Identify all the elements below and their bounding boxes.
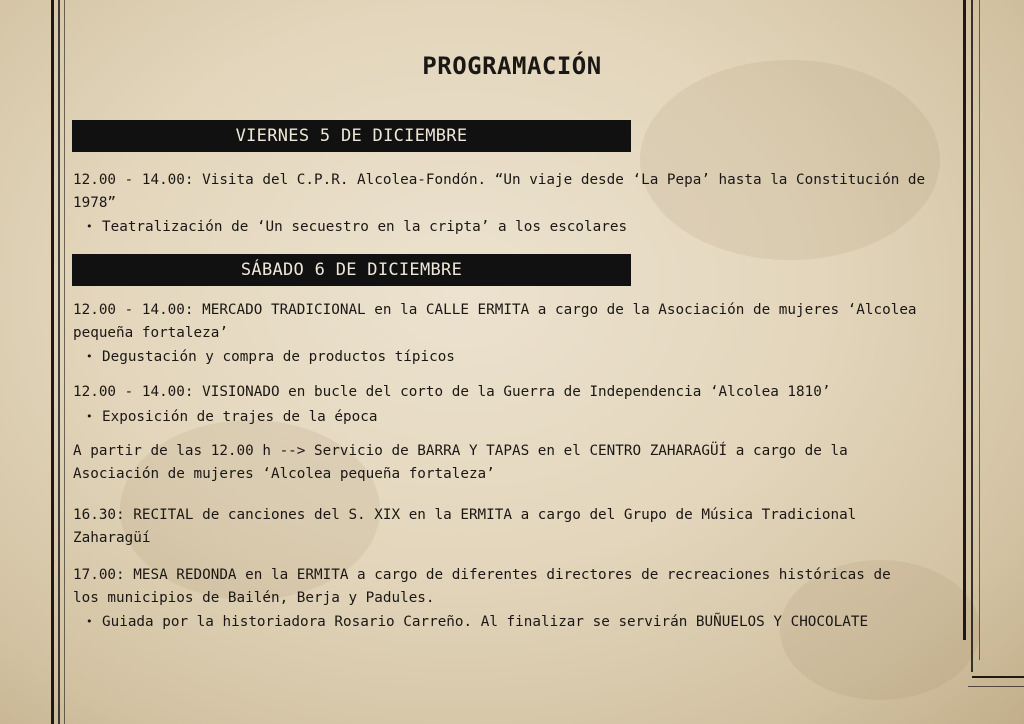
entry-visit-cpr: 12.00 - 14.00: Visita del C.P.R. Alcolea-Fondón. “Un viaje desde ‘La Pepa’ hasta la Constitución de 1978” [73,172,926,211]
day-heading-saturday: SÁBADO 6 DE DICIEMBRE [72,254,631,286]
entry-mesa-redonda: 17.00: MESA REDONDA en la ERMITA a cargo de diferentes directores de recreaciones históricas de los municipios de Bailén, Berja y Padules. [73,567,891,606]
bottom-right-frame-line [972,676,1024,678]
day-heading-friday: VIERNES 5 DE DICIEMBRE [72,120,631,152]
bottom-right-frame-line [968,686,1024,687]
bullet-item: • Exposición de trajes de la época [86,405,986,429]
entry-mercado: 12.00 - 14.00: MERCADO TRADICIONAL en la CALLE ERMITA a cargo de la Asociación de mujeres ‘Alcolea pequeña fortaleza’ [73,302,917,341]
bullet-item: • Degustación y compra de productos típicos [86,345,986,369]
right-frame-line [963,0,966,640]
bullet-item: • Teatralización de ‘Un secuestro en la cripta’ a los escolares [86,215,986,239]
bullet-icon: • [86,615,93,628]
bullet-icon: • [86,220,93,233]
right-frame-line [971,0,973,672]
entry-recital: 16.30: RECITAL de canciones del S. XIX en la ERMITA a cargo del Grupo de Música Tradicional Zaharagüí [73,507,857,546]
bullet-icon: • [86,410,93,423]
page-title: PROGRAMACIÓN [422,52,602,80]
right-frame-line [979,0,980,660]
left-frame-line [64,0,65,724]
entry-barra-tapas: A partir de las 12.00 h --> Servicio de BARRA Y TAPAS en el CENTRO ZAHARAGÜÍ a cargo de la Asociación de mujeres ‘Alcolea pequeña fortaleza’ [73,443,848,482]
left-frame-line [58,0,60,724]
entry-visionado: 12.00 - 14.00: VISIONADO en bucle del corto de la Guerra de Independencia ‘Alcolea 1810’ [73,384,831,400]
left-frame-line [51,0,54,724]
bullet-item: • Guiada por la historiadora Rosario Carreño. Al finalizar se servirán BUÑUELOS Y CHOCOLATE [86,610,986,634]
bullet-icon: • [86,350,93,363]
